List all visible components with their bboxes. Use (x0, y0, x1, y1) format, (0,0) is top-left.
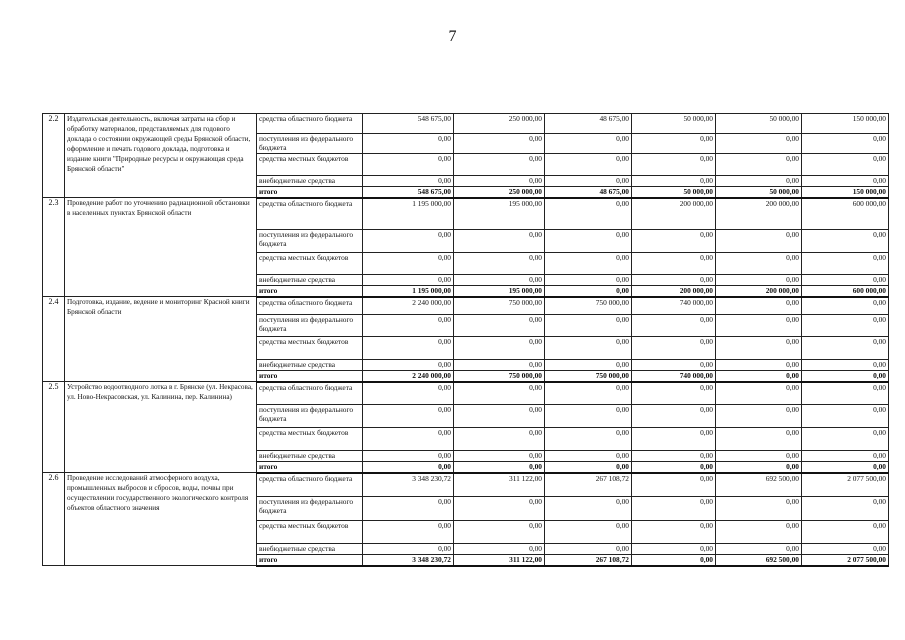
amount-cell: 0,00 (716, 462, 802, 473)
amount-cell: 0,00 (545, 544, 632, 555)
funding-source: поступления из федерального бюджета (257, 405, 363, 428)
amount-cell: 0,00 (454, 462, 545, 473)
amount-cell: 0,00 (363, 521, 454, 544)
funding-source: средства местных бюджетов (257, 154, 363, 176)
amount-cell: 0,00 (632, 544, 716, 555)
amount-cell: 0,00 (363, 451, 454, 462)
funding-source: средства областного бюджета (257, 297, 363, 315)
amount-cell: 0,00 (545, 198, 632, 230)
amount-cell: 600 000,00 (802, 286, 889, 297)
amount-cell: 0,00 (716, 405, 802, 428)
amount-cell: 0,00 (545, 253, 632, 275)
amount-cell: 0,00 (716, 315, 802, 337)
amount-cell: 0,00 (545, 134, 632, 154)
amount-cell: 0,00 (632, 382, 716, 405)
amount-cell: 0,00 (716, 154, 802, 176)
funding-source: средства местных бюджетов (257, 253, 363, 275)
amount-cell: 0,00 (632, 451, 716, 462)
amount-cell: 0,00 (632, 405, 716, 428)
amount-cell: 0,00 (363, 275, 454, 286)
amount-cell: 0,00 (632, 462, 716, 473)
funding-source: внебюджетные средства (257, 544, 363, 555)
section-index: 2.4 (43, 297, 65, 382)
amount-cell: 0,00 (545, 462, 632, 473)
amount-cell: 0,00 (632, 337, 716, 360)
amount-cell: 0,00 (632, 521, 716, 544)
amount-cell: 0,00 (632, 253, 716, 275)
table-row (43, 382, 889, 405)
amount-cell: 0,00 (802, 297, 889, 315)
amount-cell: 0,00 (716, 297, 802, 315)
funding-source: средства областного бюджета (257, 198, 363, 230)
amount-cell: 0,00 (363, 315, 454, 337)
funding-source: средства местных бюджетов (257, 337, 363, 360)
amount-cell: 0,00 (545, 154, 632, 176)
amount-cell: 0,00 (545, 521, 632, 544)
section-description: Подготовка, издание, ведение и мониторинг Красной книги Брянской области (65, 297, 257, 382)
section-description: Устройство водоотводного лотка в г. Брянске (ул. Некрасова, ул. Ново-Некрасовская, ул. Калинина, пер. Калинина) (65, 382, 257, 473)
amount-cell: 0,00 (802, 360, 889, 371)
amount-cell: 0,00 (545, 405, 632, 428)
amount-cell: 0,00 (716, 337, 802, 360)
funding-source: поступления из федерального бюджета (257, 497, 363, 521)
amount-cell: 0,00 (545, 286, 632, 297)
amount-cell: 0,00 (802, 230, 889, 253)
amount-cell: 0,00 (802, 371, 889, 382)
amount-cell: 0,00 (545, 275, 632, 286)
amount-cell: 0,00 (802, 176, 889, 187)
table-row (43, 114, 889, 134)
funding-source: поступления из федерального бюджета (257, 134, 363, 154)
section-index: 2.2 (43, 114, 65, 198)
amount-cell: 750 000,00 (454, 371, 545, 382)
amount-cell: 1 195 000,00 (363, 286, 454, 297)
funding-source: внебюджетные средства (257, 275, 363, 286)
amount-cell: 0,00 (632, 428, 716, 451)
amount-cell: 750 000,00 (545, 371, 632, 382)
amount-cell: 200 000,00 (716, 198, 802, 230)
amount-cell: 200 000,00 (716, 286, 802, 297)
amount-cell: 0,00 (363, 253, 454, 275)
amount-cell: 0,00 (632, 176, 716, 187)
amount-cell: 740 000,00 (632, 371, 716, 382)
funding-source: средства областного бюджета (257, 114, 363, 134)
amount-cell: 0,00 (716, 428, 802, 451)
amount-cell: 0,00 (363, 134, 454, 154)
section-description: Издательская деятельность, включая затраты на сбор и обработку материалов, представляемых для годового доклада о состоянии окружающей среды Брянской области, оформление и печать годового доклада, подготовка и издание книги "Природные ресурсы и окружающая среда Брянской области" (65, 114, 257, 198)
amount-cell: 0,00 (363, 428, 454, 451)
amount-cell: 0,00 (363, 230, 454, 253)
amount-cell: 200 000,00 (632, 198, 716, 230)
amount-cell: 0,00 (716, 521, 802, 544)
amount-cell: 0,00 (363, 176, 454, 187)
funding-source: внебюджетные средства (257, 360, 363, 371)
amount-cell: 267 108,72 (545, 555, 632, 566)
amount-cell: 0,00 (802, 462, 889, 473)
amount-cell: 0,00 (454, 428, 545, 451)
amount-cell: 0,00 (802, 451, 889, 462)
amount-cell: 0,00 (716, 275, 802, 286)
amount-cell: 0,00 (802, 382, 889, 405)
amount-cell: 0,00 (632, 275, 716, 286)
amount-cell: 311 122,00 (454, 473, 545, 497)
amount-cell: 750 000,00 (454, 297, 545, 315)
amount-cell: 0,00 (363, 462, 454, 473)
amount-cell: 0,00 (545, 315, 632, 337)
amount-cell: 0,00 (545, 360, 632, 371)
amount-cell: 50 000,00 (632, 187, 716, 198)
amount-cell: 0,00 (802, 544, 889, 555)
amount-cell: 0,00 (545, 428, 632, 451)
amount-cell: 0,00 (454, 544, 545, 555)
amount-cell: 692 500,00 (716, 473, 802, 497)
amount-cell: 0,00 (545, 230, 632, 253)
amount-cell: 0,00 (802, 405, 889, 428)
amount-cell: 0,00 (454, 360, 545, 371)
amount-cell: 600 000,00 (802, 198, 889, 230)
amount-cell: 200 000,00 (632, 286, 716, 297)
amount-cell: 0,00 (454, 337, 545, 360)
amount-cell: 0,00 (632, 134, 716, 154)
amount-cell: 0,00 (454, 154, 545, 176)
budget-table (42, 113, 889, 567)
amount-cell: 3 348 230,72 (363, 473, 454, 497)
amount-cell: 2 077 500,00 (802, 555, 889, 566)
amount-cell: 0,00 (802, 134, 889, 154)
amount-cell: 0,00 (454, 253, 545, 275)
amount-cell: 0,00 (363, 154, 454, 176)
amount-cell: 150 000,00 (802, 187, 889, 198)
amount-cell: 195 000,00 (454, 198, 545, 230)
amount-cell: 0,00 (716, 360, 802, 371)
amount-cell: 0,00 (802, 497, 889, 521)
amount-cell: 0,00 (802, 315, 889, 337)
amount-cell: 0,00 (716, 382, 802, 405)
section-index: 2.3 (43, 198, 65, 297)
amount-cell: 50 000,00 (716, 114, 802, 134)
amount-cell: 267 108,72 (545, 473, 632, 497)
funding-source: средства областного бюджета (257, 382, 363, 405)
funding-source: средства местных бюджетов (257, 521, 363, 544)
amount-cell: 0,00 (716, 544, 802, 555)
amount-cell: 0,00 (716, 497, 802, 521)
section-description: Проведение работ по уточнению радиационной обстановки в населенных пунктах Брянской области (65, 198, 257, 297)
section-index: 2.5 (43, 382, 65, 473)
amount-cell: 0,00 (545, 176, 632, 187)
amount-cell: 50 000,00 (632, 114, 716, 134)
amount-cell: 0,00 (454, 497, 545, 521)
funding-source: внебюджетные средства (257, 176, 363, 187)
amount-cell: 740 000,00 (632, 297, 716, 315)
table-row (43, 473, 889, 497)
funding-source: итого (257, 371, 363, 382)
amount-cell: 0,00 (632, 230, 716, 253)
amount-cell: 692 500,00 (716, 555, 802, 566)
funding-source: итого (257, 286, 363, 297)
amount-cell: 0,00 (802, 253, 889, 275)
amount-cell: 0,00 (363, 497, 454, 521)
amount-cell: 0,00 (716, 371, 802, 382)
amount-cell: 0,00 (454, 176, 545, 187)
funding-source: поступления из федерального бюджета (257, 315, 363, 337)
amount-cell: 548 675,00 (363, 114, 454, 134)
amount-cell: 311 122,00 (454, 555, 545, 566)
funding-source: внебюджетные средства (257, 451, 363, 462)
amount-cell: 0,00 (716, 134, 802, 154)
amount-cell: 0,00 (632, 154, 716, 176)
amount-cell: 2 240 000,00 (363, 371, 454, 382)
section-description: Проведение исследований атмосферного воздуха, промышленных выбросов и сбросов, воды, почвы при осуществлении государственного экологического контроля объектов областного значения (65, 473, 257, 566)
amount-cell: 0,00 (454, 521, 545, 544)
amount-cell: 150 000,00 (802, 114, 889, 134)
amount-cell: 0,00 (545, 451, 632, 462)
funding-source: поступления из федерального бюджета (257, 230, 363, 253)
amount-cell: 0,00 (632, 555, 716, 566)
amount-cell: 195 000,00 (454, 286, 545, 297)
amount-cell: 0,00 (632, 360, 716, 371)
amount-cell: 250 000,00 (454, 187, 545, 198)
amount-cell: 0,00 (363, 360, 454, 371)
amount-cell: 0,00 (454, 134, 545, 154)
amount-cell: 0,00 (363, 405, 454, 428)
amount-cell: 0,00 (802, 154, 889, 176)
amount-cell: 0,00 (802, 428, 889, 451)
amount-cell: 48 675,00 (545, 114, 632, 134)
amount-cell: 0,00 (454, 315, 545, 337)
funding-source: итого (257, 187, 363, 198)
amount-cell: 1 195 000,00 (363, 198, 454, 230)
amount-cell: 0,00 (454, 382, 545, 405)
amount-cell: 548 675,00 (363, 187, 454, 198)
amount-cell: 0,00 (454, 275, 545, 286)
funding-source: средства местных бюджетов (257, 428, 363, 451)
amount-cell: 0,00 (454, 405, 545, 428)
amount-cell: 0,00 (545, 497, 632, 521)
amount-cell: 0,00 (716, 253, 802, 275)
amount-cell: 750 000,00 (545, 297, 632, 315)
funding-source: итого (257, 555, 363, 566)
amount-cell: 2 077 500,00 (802, 473, 889, 497)
amount-cell: 0,00 (545, 337, 632, 360)
amount-cell: 0,00 (716, 230, 802, 253)
amount-cell: 0,00 (716, 451, 802, 462)
funding-source: средства областного бюджета (257, 473, 363, 497)
amount-cell: 50 000,00 (716, 187, 802, 198)
amount-cell: 0,00 (632, 497, 716, 521)
amount-cell: 0,00 (363, 544, 454, 555)
amount-cell: 48 675,00 (545, 187, 632, 198)
page-number: 7 (448, 28, 457, 45)
amount-cell: 0,00 (454, 230, 545, 253)
amount-cell: 0,00 (802, 275, 889, 286)
amount-cell: 0,00 (632, 473, 716, 497)
amount-cell: 0,00 (632, 315, 716, 337)
amount-cell: 0,00 (363, 337, 454, 360)
amount-cell: 0,00 (363, 382, 454, 405)
amount-cell: 3 348 230,72 (363, 555, 454, 566)
amount-cell: 2 240 000,00 (363, 297, 454, 315)
table-row (43, 198, 889, 230)
section-index: 2.6 (43, 473, 65, 566)
amount-cell: 0,00 (716, 176, 802, 187)
table-row (43, 297, 889, 315)
funding-source: итого (257, 462, 363, 473)
amount-cell: 0,00 (802, 521, 889, 544)
amount-cell: 0,00 (802, 337, 889, 360)
amount-cell: 0,00 (454, 451, 545, 462)
amount-cell: 0,00 (545, 382, 632, 405)
amount-cell: 250 000,00 (454, 114, 545, 134)
